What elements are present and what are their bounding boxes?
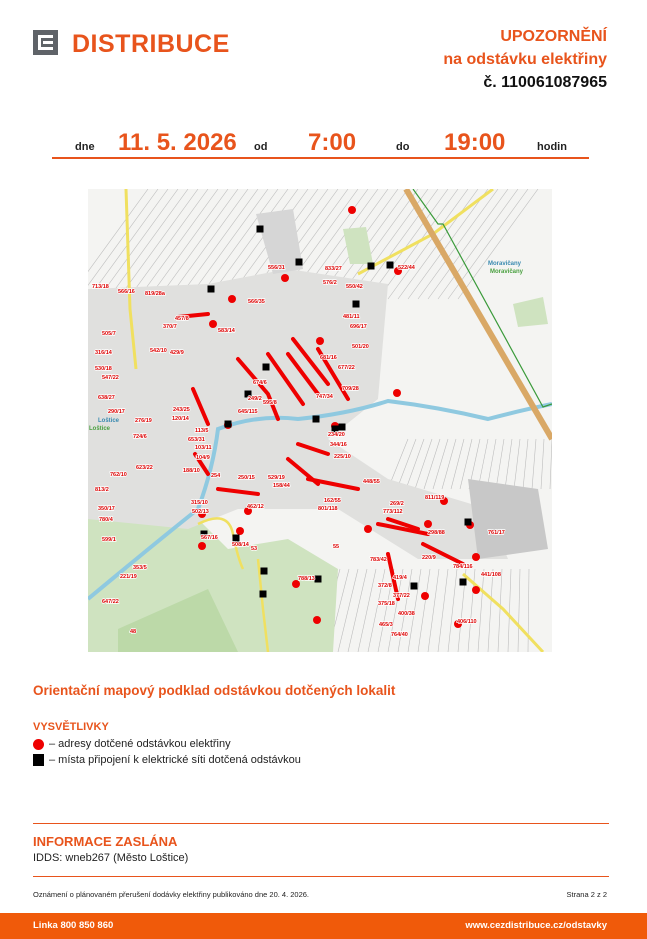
parcel-number-label: 783/42 [370, 557, 387, 563]
parcel-number-label: 761/17 [488, 530, 505, 536]
red-dot-icon [33, 739, 44, 750]
parcel-number-label: 566/35 [248, 299, 265, 305]
parcel-number-label: 250/15 [238, 475, 255, 481]
affected-address-marker [209, 320, 217, 328]
legend-label: – adresy dotčené odstávkou elektřiny [49, 738, 231, 750]
parcel-number-label: 353/5 [133, 565, 147, 571]
parcel-number-label: 677/22 [338, 365, 355, 371]
parcel-number-label: 406/110 [457, 619, 477, 625]
parcel-number-label: 747/34 [316, 394, 333, 400]
parcel-number-label: 221/19 [120, 574, 137, 580]
unit-label: hodin [537, 141, 567, 153]
affected-address-marker [313, 616, 321, 624]
affected-address-marker [364, 525, 372, 533]
parcel-number-label: 566/16 [118, 289, 135, 295]
place-label: Moravičany [488, 261, 522, 267]
parcel-number-label: 120/14 [172, 416, 189, 422]
parcel-number-label: 104/9 [196, 455, 210, 461]
parcel-number-label: 773/112 [383, 509, 403, 515]
connection-point-marker [225, 421, 232, 428]
affected-address-marker [421, 592, 429, 600]
parcel-number-label: 429/9 [170, 350, 184, 356]
hotline: Linka 800 850 860 [33, 920, 114, 931]
start-time: 7:00 [308, 129, 357, 156]
place-label: Moravičany [490, 269, 524, 275]
cez-logo-icon [33, 30, 58, 55]
parcel-number-label: 344/16 [330, 442, 347, 448]
parcel-number-label: 254 [211, 473, 221, 479]
affected-address-marker [472, 553, 480, 561]
divider [33, 823, 609, 824]
parcel-number-label: 53 [251, 546, 258, 552]
parcel-number-label: 372/8 [378, 583, 392, 589]
affected-address-marker [348, 206, 356, 214]
parcel-number-label: 567/16 [201, 535, 218, 541]
parcel-number-label: 653/31 [188, 437, 205, 443]
connection-point-marker [465, 519, 472, 526]
parcel-number-label: 162/55 [324, 498, 341, 504]
parcel-number-label: 290/17 [108, 409, 125, 415]
affected-address-marker [393, 389, 401, 397]
parcel-number-label: 813/2 [95, 487, 109, 493]
connection-point-marker [315, 576, 322, 583]
info-recipient: IDDS: wneb267 (Město Loštice) [33, 852, 189, 864]
parcel-number-label: 542/10 [150, 348, 167, 354]
place-label: Loštice [98, 418, 120, 424]
parcel-number-label: 276/19 [135, 418, 152, 424]
parcel-number-label: 375/18 [378, 601, 395, 607]
parcel-number-label: 681/16 [320, 355, 337, 361]
parcel-number-label: 225/10 [334, 454, 351, 460]
parcel-number-label: 103/11 [195, 445, 212, 451]
affected-address-marker [281, 274, 289, 282]
parcel-number-label: 377/22 [393, 593, 410, 599]
affected-address-marker [424, 520, 432, 528]
parcel-number-label: 269/2 [390, 501, 404, 507]
outage-map [88, 189, 552, 652]
parcel-number-label: 158/44 [273, 483, 290, 489]
parcel-number-label: 188/10 [183, 468, 200, 474]
legend-item [33, 754, 301, 766]
parcel-number-label: 462/12 [247, 504, 264, 510]
website-link[interactable]: www.cezdistribuce.cz/odstavky [465, 920, 607, 931]
parcel-number-label: 220/9 [422, 555, 436, 561]
parcel-number-label: 502/13 [192, 509, 209, 515]
end-time: 19:00 [444, 129, 506, 156]
connection-point-marker [208, 286, 215, 293]
connection-point-marker [263, 364, 270, 371]
notice-subtitle: na odstávku elektřiny [443, 51, 607, 68]
parcel-number-label: 55 [333, 544, 340, 550]
parcel-number-label: 298/88 [428, 530, 445, 536]
parcel-number-label: 547/22 [102, 375, 119, 381]
parcel-number-label: 801/118 [318, 506, 338, 512]
connection-point-marker [368, 263, 375, 270]
connection-point-marker [313, 416, 320, 423]
parcel-number-label: 249/2 [248, 396, 262, 402]
parcel-number-label: 556/31 [268, 265, 285, 271]
parcel-number-label: 674/6 [253, 380, 267, 386]
parcel-number-label: 315/10 [191, 500, 208, 506]
parcel-number-label: 550/42 [346, 284, 363, 290]
parcel-number-label: 709/28 [342, 386, 359, 392]
outage-date: 11. 5. 2026 [118, 129, 237, 156]
parcel-number-label: 647/22 [102, 599, 119, 605]
affected-address-marker [472, 586, 480, 594]
parcel-number-label: 576/2 [323, 280, 337, 286]
parcel-number-label: 113/5 [195, 428, 209, 434]
parcel-number-label: 595/8 [263, 400, 277, 406]
connection-point-marker [387, 262, 394, 269]
parcel-number-label: 599/1 [102, 537, 116, 543]
parcel-number-label: 243/25 [173, 407, 190, 413]
parcel-number-label: 724/6 [133, 434, 147, 440]
map-caption: Orientační mapový podklad odstávkou dotčených lokalit [33, 683, 396, 698]
affected-address-marker [316, 337, 324, 345]
parcel-number-label: 457/8 [175, 316, 189, 322]
day-label: dne [75, 141, 95, 153]
connection-point-marker [233, 535, 240, 542]
legend-item [33, 738, 231, 750]
legend-label: – místa připojení k elektrické síti dotčená odstávkou [49, 754, 301, 766]
black-square-icon [33, 754, 44, 766]
affected-address-marker [236, 527, 244, 535]
parcel-number-label: 234/20 [328, 432, 345, 438]
parcel-number-label: 441/108 [481, 572, 501, 578]
notice-number: č. 110061087965 [483, 74, 607, 91]
parcel-number-label: 762/10 [110, 472, 127, 478]
connection-point-marker [353, 301, 360, 308]
place-label: Loštice [89, 426, 111, 432]
parcel-number-label: 713/18 [92, 284, 109, 290]
connection-point-marker [296, 259, 303, 266]
parcel-number-label: 819/28a [145, 291, 165, 297]
parcel-number-label: 465/3 [379, 622, 393, 628]
parcel-number-label: 811/119 [425, 495, 445, 501]
parcel-number-label: 788/13 [298, 576, 315, 582]
parcel-number-label: 419/4 [393, 575, 407, 581]
parcel-number-label: 833/27 [325, 266, 342, 272]
parcel-number-label: 645/115 [238, 409, 258, 415]
connection-point-marker [261, 568, 268, 575]
page-number: Strana 2 z 2 [566, 890, 607, 899]
legend-title: VYSVĚTLIVKY [33, 721, 109, 733]
map-canvas [88, 189, 552, 652]
to-label: do [396, 141, 410, 153]
divider [52, 157, 589, 159]
parcel-number-label: 508/14 [232, 542, 249, 548]
info-title: INFORMACE ZASLÁNA [33, 834, 178, 849]
parcel-number-label: 784/116 [453, 564, 473, 570]
parcel-number-label: 696/17 [350, 324, 367, 330]
parcel-number-label: 764/40 [391, 632, 408, 638]
connection-point-marker [339, 424, 346, 431]
parcel-number-label: 370/7 [163, 324, 177, 330]
brand-name: DISTRIBUCE [72, 30, 230, 58]
parcel-number-label: 316/14 [95, 350, 112, 356]
divider [33, 876, 609, 877]
parcel-number-label: 638/27 [98, 395, 115, 401]
parcel-number-label: 529/19 [268, 475, 285, 481]
parcel-number-label: 780/4 [99, 517, 113, 523]
connection-point-marker [460, 579, 467, 586]
parcel-number-label: 505/7 [102, 331, 116, 337]
parcel-number-label: 400/38 [398, 611, 415, 617]
parcel-number-label: 522/44 [398, 265, 415, 271]
affected-address-marker [228, 295, 236, 303]
from-label: od [254, 141, 268, 153]
parcel-number-label: 530/18 [95, 366, 112, 372]
parcel-number-label: 623/22 [136, 465, 153, 471]
parcel-number-label: 350/17 [98, 506, 115, 512]
parcel-number-label: 501/20 [352, 344, 369, 350]
parcel-number-label: 48 [130, 629, 137, 635]
connection-point-marker [257, 226, 264, 233]
published-note: Oznámení o plánovaném přerušení dodávky elektřiny publikováno dne 20. 4. 2026. [33, 890, 310, 899]
connection-point-marker [260, 591, 267, 598]
parcel-number-label: 481/11 [343, 314, 360, 320]
affected-address-marker [198, 542, 206, 550]
notice-title: UPOZORNĚNÍ [500, 28, 607, 45]
parcel-number-label: 583/14 [218, 328, 235, 334]
parcel-number-label: 448/55 [363, 479, 380, 485]
connection-point-marker [411, 583, 418, 590]
